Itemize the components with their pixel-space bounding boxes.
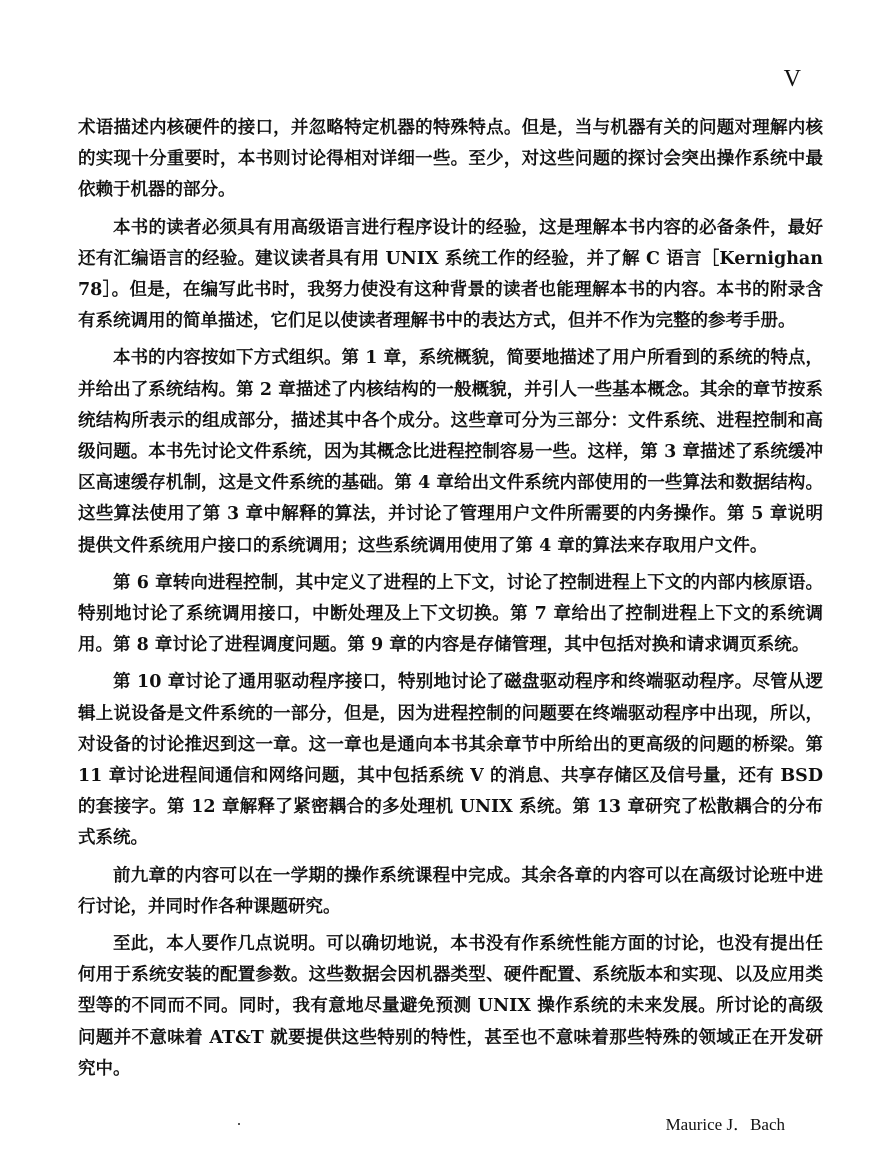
paragraph: 本书的读者必须具有用高级语言进行程序设计的经验，这是理解本书内容的必备条件，最好还有汇编语言的经验。建议读者具有用 UNIX 系统工作的经验，并了解 C 语言［Kernighan 78］。但是，在编写此书时，我努力使没有这种背景的读者也能理解本书的内容。本书的附录含有系统调用的简单描述，它们足以使读者理解书中的表达方式，但并不作为完整的参考手册。 xyxy=(78,217,823,332)
paragraph: 至此，本人要作几点说明。可以确切地说，本书没有作系统性能方面的讨论，也没有提出任何用于系统安装的配置参数。这些数据会因机器类型、硬件配置、系统版本和实现、以及应用类型等的不同而不同。同时，我有意地尽量避免预测 UNIX 操作系统的未来发展。所讨论的高级问题并不意味着 AT&T 就要提供这些特别的特性，甚至也不意味着那些特殊的领域正在开发研究中。 xyxy=(78,934,823,1079)
page-number: V xyxy=(783,66,801,92)
paragraph: 第 6 章转向进程控制，其中定义了进程的上下文，讨论了控制进程上下文的内部内核原语。特别地讨论了系统调用接口，中断处理及上下文切换。第 7 章给出了控制进程上下文的系统调用。第 8 章讨论了进程调度问题。第 9 章的内容是存储管理，其中包括对换和请求调页系统。 xyxy=(78,572,823,656)
body-text xyxy=(78,113,823,1091)
author-signature: Maurice J．Bach xyxy=(665,1115,785,1134)
paragraph: 术语描述内核硬件的接口，并忽略特定机器的特殊特点。但是，当与机器有关的问题对理解内核的实现十分重要时，本书则讨论得相对详细一些。至少，对这些问题的探讨会突出操作系统中最依赖于机器的部分。 xyxy=(78,118,823,201)
scan-speck xyxy=(238,1123,240,1125)
paragraph: 第 10 章讨论了通用驱动程序接口，特别地讨论了磁盘驱动程序和终端驱动程序。尽管从逻辑上说设备是文件系统的一部分，但是，因为进程控制的问题要在终端驱动程序中出现，所以，对设备的讨论推迟到这一章。这一章也是通向本书其余章节中所给出的更高级的问题的桥梁。第 11 章讨论进程间通信和网络问题，其中包括系统 V 的消息、共享存储区及信号量，还有 BSD 的套接字。第 12 章解释了紧密耦合的多处理机 UNIX 系统。第 13 章研究了松散耦合的分布式系统。 xyxy=(78,672,823,849)
paragraph: 前九章的内容可以在一学期的操作系统课程中完成。其余各章的内容可以在高级讨论班中进行讨论，并同时作各种课题研究。 xyxy=(78,865,823,917)
paragraph: 本书的内容按如下方式组织。第 1 章，系统概貌，简要地描述了用户所看到的系统的特点，并给出了系统结构。第 2 章描述了内核结构的一般概貌，并引人一些基本概念。其余的章节按系统结构所表示的组成部分，描述其中各个成分。这些章可分为三部分：文件系统、进程控制和高级问题。本书先讨论文件系统，因为其概念比进程控制容易一些。这样，第 3 章描述了系统缓冲区高速缓存机制，这是文件系统的基础。第 4 章给出文件系统内部使用的一些算法和数据结构。这些算法使用了第 3 章中解释的算法，并讨论了管理用户文件所需要的内务操作。第 5 章说明提供文件系统用户接口的系统调用；这些系统调用使用了第 4 章的算法来存取用户文件。 xyxy=(78,348,823,556)
